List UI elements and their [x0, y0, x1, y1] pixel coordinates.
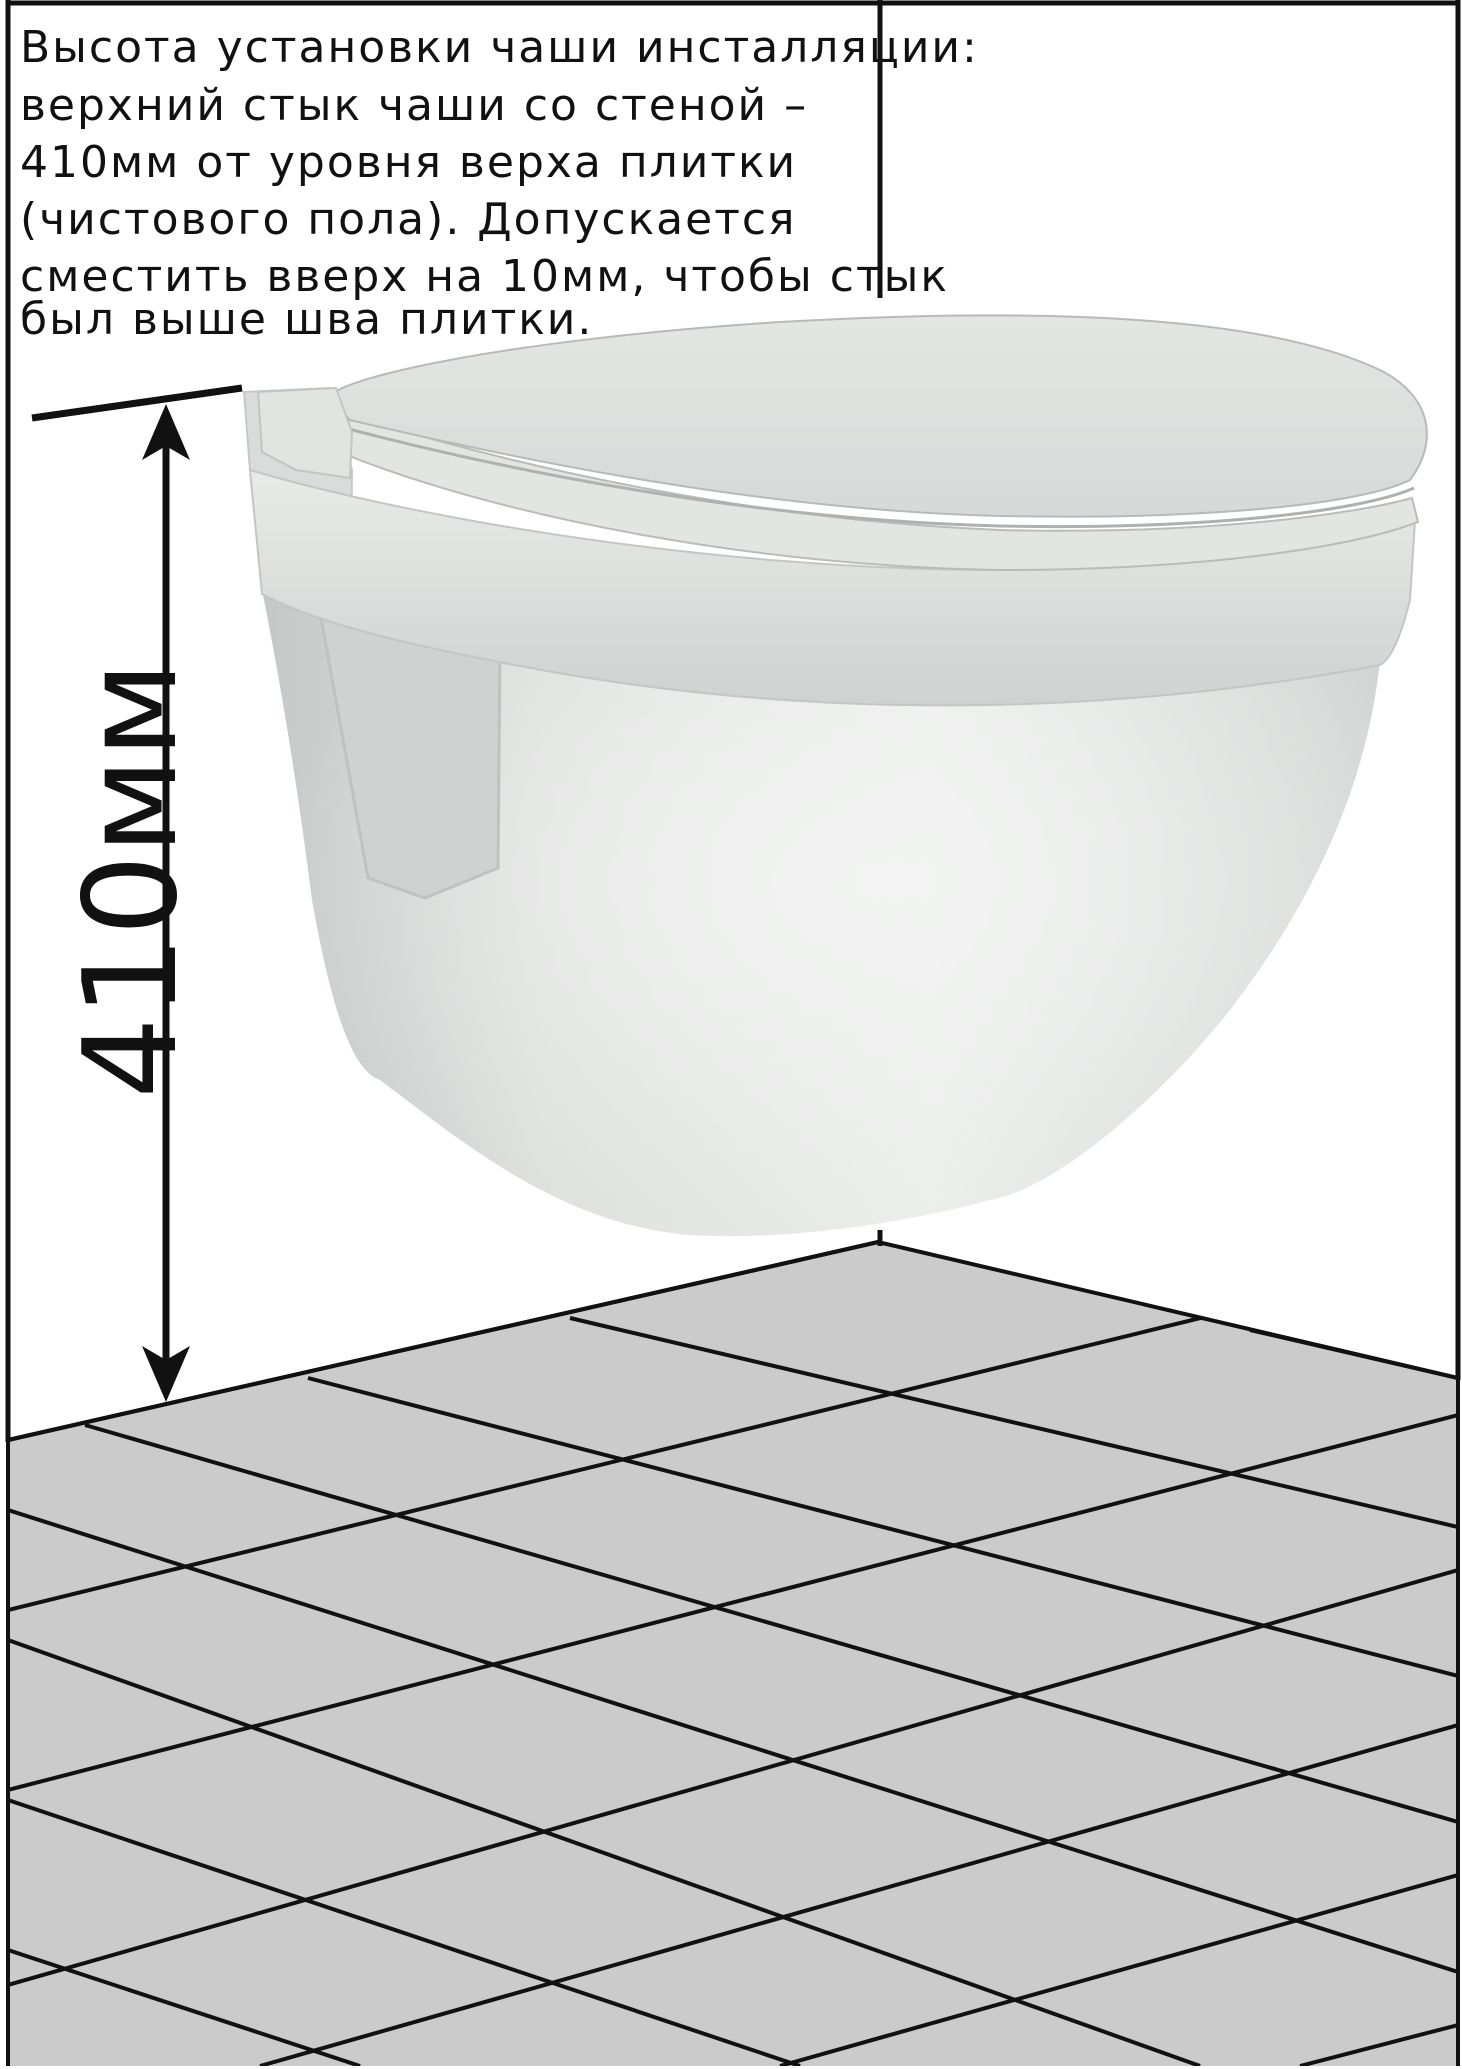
- instruction-line-4: (чистового пола). Допускается: [20, 194, 797, 245]
- instruction-line-5: сместить вверх на 10мм, чтобы стык: [20, 251, 949, 302]
- tiled-floor: [8, 1110, 1458, 2066]
- double-arrow-icon: [57, 404, 206, 1402]
- instruction-line-6: был выше шва плитки.: [20, 294, 594, 345]
- bowl-top-reference-line: [32, 388, 242, 418]
- wall-hung-toilet-icon: [244, 315, 1427, 1236]
- instruction-line-3: 410мм от уровня верха плитки: [20, 137, 798, 188]
- dimension-label: 410мм: [57, 661, 207, 1099]
- instruction-line-1: Высота установки чаши инсталляции:: [20, 22, 979, 73]
- floor-surface: [8, 1242, 1458, 2066]
- instruction-text-block: [20, 22, 979, 345]
- instruction-line-2: верхний стык чаши со стеной –: [20, 80, 809, 131]
